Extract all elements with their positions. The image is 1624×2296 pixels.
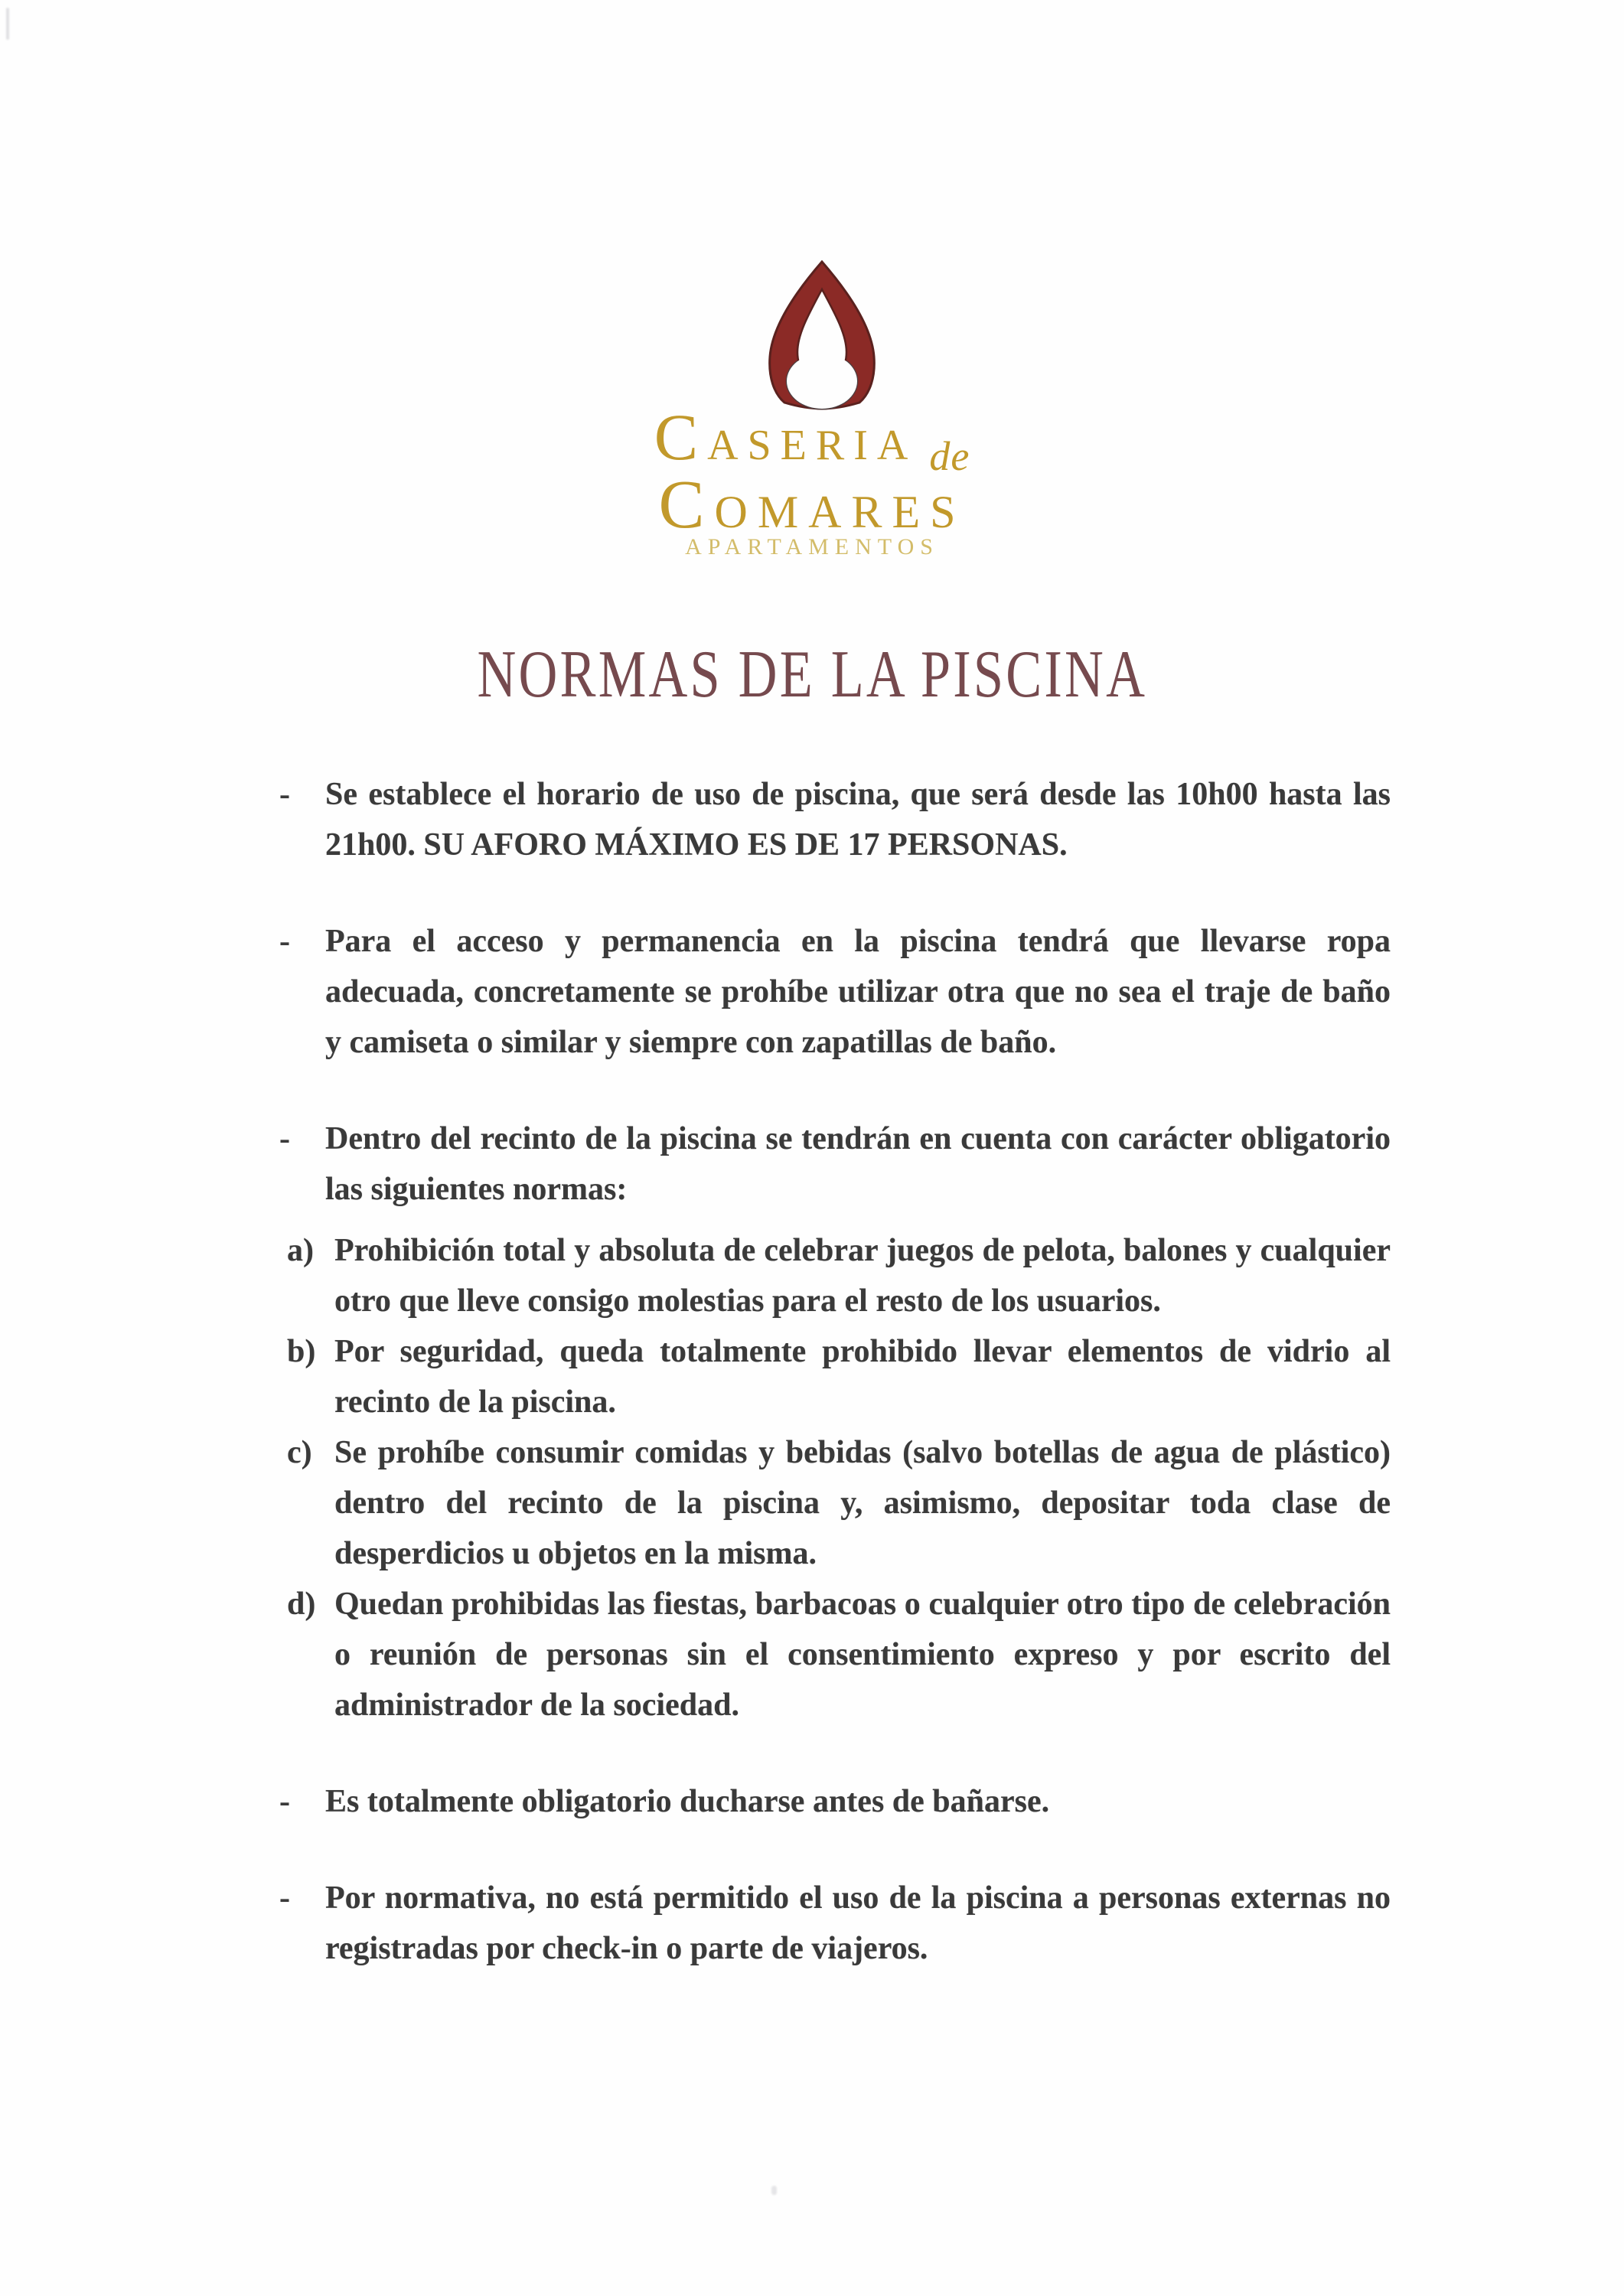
subrule-text: Por seguridad, queda totalmente prohibido llevar elementos de vidrio al recinto de la piscina. xyxy=(334,1334,1391,1420)
bullet-dash: - xyxy=(279,1880,290,1916)
subrule-item xyxy=(279,1326,1391,1427)
page-title xyxy=(0,638,1624,712)
bullet-dash: - xyxy=(279,1121,290,1156)
subrule-marker: b) xyxy=(287,1334,316,1369)
subrule-text: Quedan prohibidas las fiestas, barbacoas o cualquier otro tipo de celebración o reunión de personas sin el consentimiento expreso y por escrito del administrador de la sociedad. xyxy=(334,1587,1391,1723)
rule-text: Se establece el horario de uso de piscina, que será desde las 10h00 hasta las 21h00. SU AFORO MÁXIMO ES DE 17 PERSONAS. xyxy=(325,777,1391,863)
page-title-text: NORMAS DE LA PISCINA xyxy=(477,638,1147,712)
subrule-marker: a) xyxy=(287,1233,314,1268)
brand-initial: C xyxy=(654,400,708,474)
brand-connector: de xyxy=(929,433,970,479)
brand-name-rest: OMARES xyxy=(714,487,966,537)
subrule-item xyxy=(279,1427,1391,1579)
subrule-marker: d) xyxy=(287,1587,316,1622)
subrule-item xyxy=(279,1579,1391,1730)
rule-text: Dentro del recinto de la piscina se tendrán en cuenta con carácter obligatorio las siguientes normas: xyxy=(325,1121,1391,1207)
subrule-marker: c) xyxy=(287,1435,312,1470)
brand-name-rest: ASERIA xyxy=(707,422,918,469)
rule-item xyxy=(279,1776,1391,1827)
rule-sublist xyxy=(279,1225,1391,1730)
subrule-item xyxy=(279,1225,1391,1326)
rule-text: Para el acceso y permanencia en la piscina tendrá que llevarse ropa adecuada, concretamente se prohíbe utilizar otra que no sea el traje de baño y camiseta o similar y siempre con zapatillas de baño. xyxy=(325,924,1391,1060)
bullet-dash: - xyxy=(279,1784,290,1819)
arch-figure-logo-icon xyxy=(737,259,907,412)
rules-list xyxy=(279,769,1391,2020)
subrule-text: Se prohíbe consumir comidas y bebidas (salvo botellas de agua de plástico) dentro del recinto de la piscina y, asimismo, depositar toda clase de desperdicios u objetos en la misma. xyxy=(334,1435,1391,1571)
bullet-dash: - xyxy=(279,924,290,959)
rule-item xyxy=(279,916,1391,1068)
brand-name-line2 xyxy=(0,467,1624,543)
rule-item xyxy=(279,769,1391,870)
rule-text: Por normativa, no está permitido el uso de la piscina a personas externas no registradas por check-in o parte de viajeros. xyxy=(325,1880,1391,1966)
bullet-dash: - xyxy=(279,777,290,812)
scan-artifact-top-left xyxy=(6,8,9,40)
brand-subtitle: APARTAMENTOS xyxy=(685,534,939,559)
brand-name-line1 xyxy=(0,400,1624,479)
brand-initial: C xyxy=(658,467,715,543)
rule-text: Es totalmente obligatorio ducharse antes de bañarse. xyxy=(325,1784,1050,1819)
scan-artifact-bottom-center xyxy=(771,2186,777,2195)
subrule-text: Prohibición total y absoluta de celebrar juegos de pelota, balones y cualquier otro que lleve consigo molestias para el resto de los usuarios. xyxy=(334,1233,1391,1319)
rule-item xyxy=(279,1114,1391,1730)
rule-item xyxy=(279,1873,1391,1974)
